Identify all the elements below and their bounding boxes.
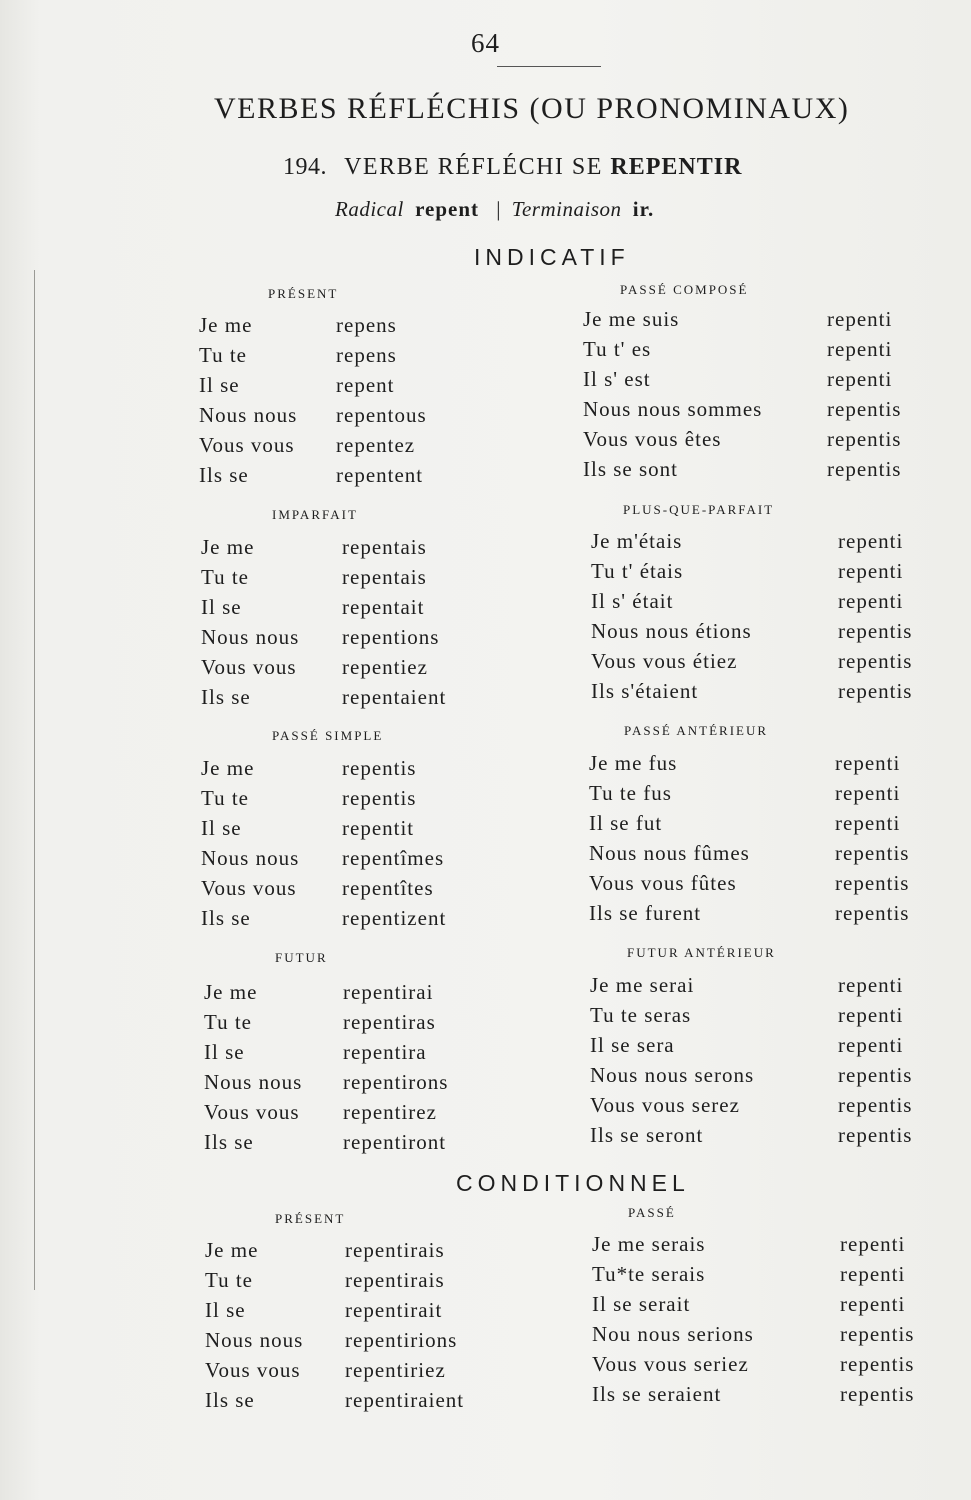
past-participle: repentis (838, 1093, 913, 1117)
conjugation-row (201, 785, 462, 811)
past-participle: repenti (838, 1003, 904, 1027)
verb-form: repentis (342, 756, 417, 780)
pronoun: Tu te (204, 1010, 252, 1034)
verb-form: repentirons (343, 1070, 449, 1094)
past-participle: repenti (835, 811, 901, 835)
radical-separator: | (496, 197, 501, 221)
pronoun: Vous vous (205, 1358, 301, 1382)
verb-form: repentiez (342, 655, 428, 679)
pronoun: Nous nous (201, 846, 300, 870)
auxiliary-phrase: Ils se furent (589, 901, 702, 925)
pronoun: Ils se (201, 906, 251, 930)
auxiliary-phrase: Ils se seraient (592, 1382, 722, 1406)
verb-form: repentirez (343, 1100, 437, 1124)
verb-form: repentais (342, 535, 427, 559)
conjugation-row (201, 564, 462, 590)
conjugation-row (590, 1002, 958, 1028)
mood-heading-indicatif: INDICATIF (474, 244, 630, 270)
past-participle: repentis (827, 427, 902, 451)
conjugation-row (590, 1032, 958, 1058)
pronoun: Ils se (201, 685, 251, 709)
auxiliary-phrase: Je me suis (583, 307, 680, 331)
verb-form: repentîtes (342, 876, 434, 900)
mood-heading-conditionnel: CONDITIONNEL (456, 1170, 690, 1196)
past-participle: repentis (835, 841, 910, 865)
auxiliary-phrase: Je me serais (592, 1232, 706, 1256)
radical-value: repent (415, 197, 480, 221)
past-participle: repentis (835, 871, 910, 895)
conjugation-row (205, 1327, 465, 1353)
conjugation-row (205, 1297, 465, 1323)
past-participle: repentis (838, 619, 913, 643)
pronoun: Ils se (199, 463, 249, 487)
pronoun: Ils se (204, 1130, 254, 1154)
radical-label: Radical (335, 197, 404, 221)
auxiliary-phrase: Nous nous fûmes (589, 841, 750, 865)
conjugation-row (204, 1009, 463, 1035)
conjugation-row (205, 1387, 465, 1413)
past-participle: repentis (827, 457, 902, 481)
auxiliary-phrase: Nous nous sommes (583, 397, 763, 421)
tense-heading-indicatif-plus-que-parfait: PLUS-QUE-PARFAIT (623, 502, 775, 517)
conjugation-row (591, 558, 958, 584)
pronoun: Tu te (201, 565, 249, 589)
conjugation-row (199, 342, 456, 368)
verb-form: repentira (343, 1040, 427, 1064)
conjugation-row (583, 306, 947, 332)
verb-form: repentions (342, 625, 440, 649)
chapter-title: VERBES RÉFLÉCHIS (OU PRONOMINAUX) (214, 92, 850, 125)
pronoun: Il se (204, 1040, 245, 1064)
pronoun: Nous nous (201, 625, 300, 649)
verb-heading-text: VERBE RÉFLÉCHI SE (344, 154, 603, 180)
verb-form: repentizent (342, 906, 447, 930)
past-participle: repenti (838, 559, 904, 583)
auxiliary-phrase: Nous nous étions (591, 619, 752, 643)
conjugation-row (590, 972, 958, 998)
conjugation-row (589, 750, 955, 776)
verb-form: repentis (342, 786, 417, 810)
auxiliary-phrase: Je me fus (589, 751, 678, 775)
tense-heading-indicatif-passe-compose: PASSÉ COMPOSÉ (620, 282, 749, 297)
conjugation-row (589, 810, 955, 836)
conjugation-row (201, 624, 462, 650)
conjugation-row (589, 780, 955, 806)
tense-heading-indicatif-imparfait: IMPARFAIT (272, 507, 358, 522)
pronoun: Tu te (201, 786, 249, 810)
section-number: 194. (283, 154, 327, 180)
auxiliary-phrase: Vous vous fûtes (589, 871, 737, 895)
conjugation-row (583, 426, 947, 452)
verb-form: repentirai (343, 980, 434, 1004)
conjugation-row (201, 875, 462, 901)
ending-label: Terminaison (511, 197, 622, 221)
verb-form: repentaient (342, 685, 447, 709)
auxiliary-phrase: Vous vous êtes (583, 427, 722, 451)
auxiliary-phrase: Je m'étais (591, 529, 683, 553)
conjugation-row (201, 815, 462, 841)
tense-heading-indicatif-passe-simple: PASSÉ SIMPLE (272, 728, 384, 743)
past-participle: repentis (838, 679, 913, 703)
conjugation-row (592, 1381, 960, 1407)
conjugation-row (201, 905, 462, 931)
conjugation-row (201, 534, 462, 560)
past-participle: repentis (838, 1063, 913, 1087)
auxiliary-phrase: Tu t' es (583, 337, 652, 361)
auxiliary-phrase: Tu t' étais (591, 559, 684, 583)
past-participle: repenti (840, 1292, 906, 1316)
past-participle: repenti (835, 781, 901, 805)
verb-form: repent (336, 373, 395, 397)
conjugation-row (201, 594, 462, 620)
tense-heading-indicatif-futur-anterieur: FUTUR ANTÉRIEUR (627, 945, 776, 960)
past-participle: repentis (838, 649, 913, 673)
past-participle: repentis (838, 1123, 913, 1147)
pronoun: Vous vous (201, 876, 297, 900)
past-participle: repenti (838, 1033, 904, 1057)
past-participle: repenti (838, 589, 904, 613)
conjugation-row (201, 755, 462, 781)
past-participle: repenti (827, 337, 893, 361)
auxiliary-phrase: Il s' était (591, 589, 674, 613)
conjugation-row (204, 1039, 463, 1065)
conjugation-row (199, 372, 456, 398)
verb-form: repentiront (343, 1130, 447, 1154)
verb-heading (283, 154, 742, 181)
conjugation-row (205, 1267, 465, 1293)
verb-form: repens (336, 343, 397, 367)
conjugation-row (199, 462, 456, 488)
pronoun: Nous nous (205, 1328, 304, 1352)
auxiliary-phrase: Il se serait (592, 1292, 691, 1316)
conjugation-row (590, 1122, 958, 1148)
conjugation-row (583, 366, 947, 392)
conjugation-row (591, 618, 958, 644)
conjugation-row (204, 1099, 463, 1125)
pronoun: Il se (201, 595, 242, 619)
auxiliary-phrase: Je me serai (590, 973, 695, 997)
past-participle: repenti (838, 973, 904, 997)
auxiliary-phrase: Tu*te serais (592, 1262, 706, 1286)
past-participle: repentis (835, 901, 910, 925)
past-participle: repentis (840, 1382, 915, 1406)
auxiliary-phrase: Il se sera (590, 1033, 675, 1057)
conjugation-row (199, 402, 456, 428)
conjugation-row (201, 845, 462, 871)
pronoun: Il se (205, 1298, 246, 1322)
pronoun: Vous vous (199, 433, 295, 457)
page-number-underline (497, 66, 601, 67)
conjugation-row (583, 336, 947, 362)
auxiliary-phrase: Ils s'étaient (591, 679, 699, 703)
auxiliary-phrase: Il se fut (589, 811, 663, 835)
conjugation-row (589, 840, 955, 866)
verb-form: repentiras (343, 1010, 436, 1034)
conjugation-row (591, 528, 958, 554)
tense-heading-indicatif-passe-anterieur: PASSÉ ANTÉRIEUR (624, 723, 769, 738)
conjugation-row (204, 1129, 463, 1155)
conjugation-row (592, 1291, 960, 1317)
pronoun: Vous vous (204, 1100, 300, 1124)
pronoun: Tu te (205, 1268, 253, 1292)
past-participle: repentis (840, 1352, 915, 1376)
pronoun: Je me (205, 1238, 259, 1262)
conjugation-row (592, 1231, 960, 1257)
pronoun: Vous vous (201, 655, 297, 679)
conjugation-row (583, 456, 947, 482)
verb-form: repentait (342, 595, 425, 619)
pronoun: Je me (199, 313, 253, 337)
radical-line (335, 197, 660, 222)
past-participle: repenti (827, 367, 893, 391)
verb-form: repentez (336, 433, 416, 457)
tense-heading-indicatif-present: PRÉSENT (268, 286, 339, 301)
conjugation-row (583, 396, 947, 422)
auxiliary-phrase: Tu te seras (590, 1003, 692, 1027)
conjugation-row (589, 870, 955, 896)
verb-form: repentirais (345, 1238, 445, 1262)
pronoun: Il se (201, 816, 242, 840)
pronoun: Ils se (205, 1388, 255, 1412)
verb-form: repentais (342, 565, 427, 589)
past-participle: repenti (835, 751, 901, 775)
pronoun: Je me (201, 756, 255, 780)
verb-form: repentirait (345, 1298, 443, 1322)
conjugation-row (199, 432, 456, 458)
pronoun: Je me (204, 980, 258, 1004)
page-number: 64 (471, 28, 500, 58)
verb-form: repens (336, 313, 397, 337)
verb-form: repentirais (345, 1268, 445, 1292)
verb-form: repentit (342, 816, 415, 840)
past-participle: repenti (838, 529, 904, 553)
tense-heading-conditionnel-passe: PASSÉ (628, 1205, 676, 1220)
verb-form: repentent (336, 463, 424, 487)
pronoun: Nous nous (199, 403, 298, 427)
verb-form: repentous (336, 403, 427, 427)
auxiliary-phrase: Il s' est (583, 367, 651, 391)
verb-infinitive: REPENTIR (610, 154, 743, 180)
auxiliary-phrase: Nou nous serions (592, 1322, 754, 1346)
conjugation-row (205, 1237, 465, 1263)
conjugation-row (592, 1321, 960, 1347)
conjugation-row (204, 979, 463, 1005)
ending-value: ir. (632, 197, 655, 221)
conjugation-row (592, 1351, 960, 1377)
past-participle: repenti (840, 1262, 906, 1286)
auxiliary-phrase: Tu te fus (589, 781, 672, 805)
margin-rule (34, 270, 35, 1290)
conjugation-row (590, 1092, 958, 1118)
conjugation-row (201, 654, 462, 680)
conjugation-row (591, 648, 958, 674)
conjugation-row (590, 1062, 958, 1088)
conjugation-row (201, 684, 462, 710)
past-participle: repenti (840, 1232, 906, 1256)
conjugation-row (204, 1069, 463, 1095)
past-participle: repentis (840, 1322, 915, 1346)
verb-form: repentiraient (345, 1388, 465, 1412)
pronoun: Je me (201, 535, 255, 559)
conjugation-row (591, 588, 958, 614)
pronoun: Tu te (199, 343, 247, 367)
conjugation-row (592, 1261, 960, 1287)
pronoun: Nous nous (204, 1070, 303, 1094)
conjugation-row (589, 900, 955, 926)
verb-form: repentîmes (342, 846, 445, 870)
tense-heading-indicatif-futur: FUTUR (275, 950, 328, 965)
tense-heading-conditionnel-present: PRÉSENT (275, 1211, 346, 1226)
auxiliary-phrase: Nous nous serons (590, 1063, 755, 1087)
auxiliary-phrase: Vous vous seriez (592, 1352, 749, 1376)
verb-form: repentiriez (345, 1358, 446, 1382)
conjugation-row (205, 1357, 465, 1383)
conjugation-row (199, 312, 456, 338)
auxiliary-phrase: Vous vous étiez (591, 649, 738, 673)
past-participle: repentis (827, 397, 902, 421)
past-participle: repenti (827, 307, 893, 331)
auxiliary-phrase: Ils se sont (583, 457, 678, 481)
verb-form: repentirions (345, 1328, 458, 1352)
conjugation-row (591, 678, 958, 704)
pronoun: Il se (199, 373, 240, 397)
auxiliary-phrase: Vous vous serez (590, 1093, 740, 1117)
auxiliary-phrase: Ils se seront (590, 1123, 704, 1147)
